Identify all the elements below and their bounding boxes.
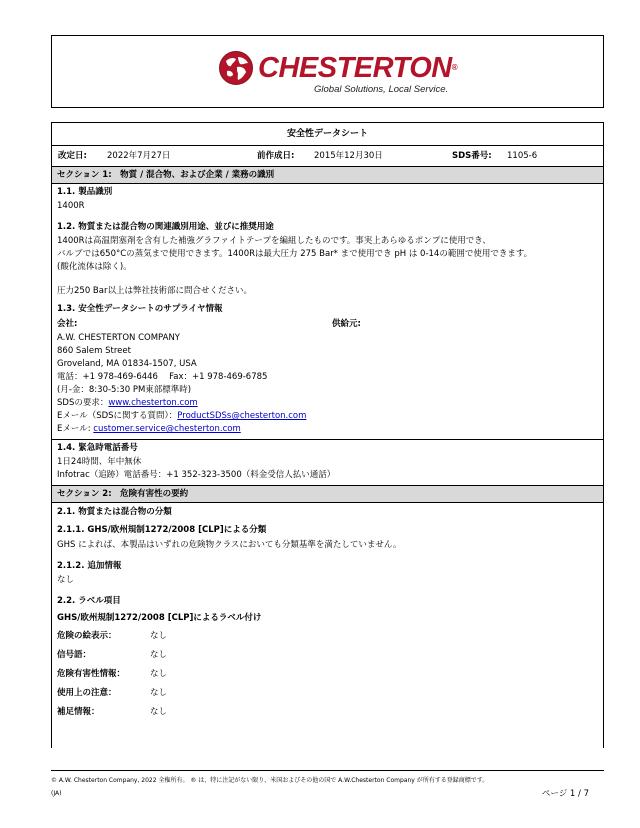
sds-request-label: SDSの要求： xyxy=(57,398,109,408)
meta-row xyxy=(52,146,603,167)
label-item-value: なし xyxy=(150,688,168,698)
label-item xyxy=(52,665,603,684)
label-item-key: 信号語： xyxy=(57,650,92,660)
s1-2-title: 1.2. 物質または混合物の関連識別用途、並びに推奨用途 xyxy=(57,222,274,232)
company-label: 会社: xyxy=(57,319,78,329)
sds-document xyxy=(51,122,604,748)
emergency-line-2: Infotrac（追跡）電話番号：+1 352-323-3500（料金受信人払い通話） xyxy=(57,470,336,480)
email-sds-label: Eメール（SDSに関する質問）： xyxy=(57,411,178,421)
s1-4-title: 1.4. 緊急時電話番号 xyxy=(57,443,138,453)
company-supplier-row xyxy=(52,317,603,332)
product-sds-email-link[interactable]: ProductSDSs@chesterton.com xyxy=(177,411,307,421)
label-item xyxy=(52,684,603,703)
sds-number-value: 1105-6 xyxy=(507,151,538,161)
label-item-value: なし xyxy=(150,650,168,660)
section-2-header: セクション 2: 危険有害性の要約 xyxy=(52,486,603,503)
sds-number-label: SDS番号: xyxy=(452,151,492,161)
s2-2-sub: GHS/欧州規制1272/2008 [CLP]によるラベル付け xyxy=(57,613,262,623)
section-1-body xyxy=(52,184,603,440)
label-item xyxy=(52,703,603,722)
document-title: 安全性データシート xyxy=(52,123,603,146)
label-item-key: 使用上の注意： xyxy=(57,688,117,698)
label-item-key: 危険の絵表示： xyxy=(57,631,117,641)
logo-header xyxy=(51,35,604,108)
additional-info: なし xyxy=(57,575,75,585)
emergency-line-1: 1日24時間、年中無休 xyxy=(57,457,142,467)
label-item-key: 補足情報： xyxy=(57,707,100,717)
globe-icon xyxy=(218,50,254,86)
email-line xyxy=(52,423,603,436)
prev-label: 前作成日: xyxy=(257,151,295,161)
classification-text: GHS によれば、本製品はいずれの危険物クラスにおいても分類基準を満たしていません。 xyxy=(57,540,402,550)
label-item-value: なし xyxy=(150,669,168,679)
footer-divider xyxy=(51,770,604,771)
s1-3-title: 1.3. 安全性データシートのサプライヤ情報 xyxy=(57,304,223,314)
registered-mark: ® xyxy=(451,63,458,72)
s2-1-2-title: 2.1.2. 追加情報 xyxy=(57,561,122,571)
use-line-2: バルブでは650°Cの蒸気まで使用できます。1400Rは最大圧力 275 Bar* まで使用でき pH は 0-14の範囲で使用できます。 xyxy=(57,249,533,259)
company-line-2: 860 Salem Street xyxy=(57,346,131,356)
website-link[interactable]: www.chesterton.com xyxy=(108,398,198,408)
product-id: 1400R xyxy=(57,201,85,211)
company-line-1: A.W. CHESTERTON COMPANY xyxy=(57,333,180,343)
chesterton-logo xyxy=(218,50,478,100)
tagline: Global Solutions, Local Service. xyxy=(314,84,449,95)
email-label: Eメール: xyxy=(57,424,94,434)
customer-service-email-link[interactable]: customer.service@chesterton.com xyxy=(93,424,241,434)
s1-1-title: 1.1. 製品識別 xyxy=(57,187,113,197)
label-item xyxy=(52,627,603,646)
use-line-3: (酸化流体は除く)。 xyxy=(57,262,132,272)
revised-value: 2022年7月27日 xyxy=(107,151,171,161)
label-item-key: 危険有害性情報： xyxy=(57,669,126,679)
revised-label: 改定日: xyxy=(58,151,87,161)
section-2-body xyxy=(52,503,603,722)
copyright-text: © A.W. Chesterton Company, 2022 全権所有。 ® は、特に注記がない限り、米国およびその他の国で A.W.Chesterton Company が所有する登録商標です。 xyxy=(51,777,489,784)
use-line-1: 1400Rは高温閉塞剤を含有した補強グラファイトテープを編組したものです。事実上あらゆるポンプに使用でき、 xyxy=(57,236,491,246)
label-item-value: なし xyxy=(150,631,168,641)
s2-1-1-title: 2.1.1. GHS/欧州規制1272/2008 [CLP]による分類 xyxy=(57,525,267,535)
brand-name: CHESTERTON xyxy=(258,52,452,84)
prev-value: 2015年12月30日 xyxy=(314,151,383,161)
page-number: ページ 1 / 7 xyxy=(541,789,589,799)
s2-1-title: 2.1. 物質または混合物の分類 xyxy=(57,507,172,517)
language-code: (JA) xyxy=(51,790,62,797)
email-sds-line xyxy=(52,410,603,423)
pressure-note: 圧力250 Bar以上は弊社技術部に問合せください。 xyxy=(57,286,252,296)
supplier-label: 供給元: xyxy=(332,319,361,329)
section-1-header: セクション 1: 物質 / 混合物、および企業 / 業務の識別 xyxy=(52,167,603,184)
s2-2-title: 2.2. ラベル項目 xyxy=(57,596,121,606)
sds-request-line xyxy=(52,397,603,410)
label-item xyxy=(52,646,603,665)
company-line-4: 電話：+1 978-469-6446 Fax：+1 978-469-6785 xyxy=(57,372,268,382)
company-line-3: Groveland, MA 01834-1507, USA xyxy=(57,359,197,369)
company-line-5: (月-金：8:30-5:30 PM東部標準時) xyxy=(57,385,192,395)
section-1-4 xyxy=(52,440,603,486)
label-item-value: なし xyxy=(150,707,168,717)
